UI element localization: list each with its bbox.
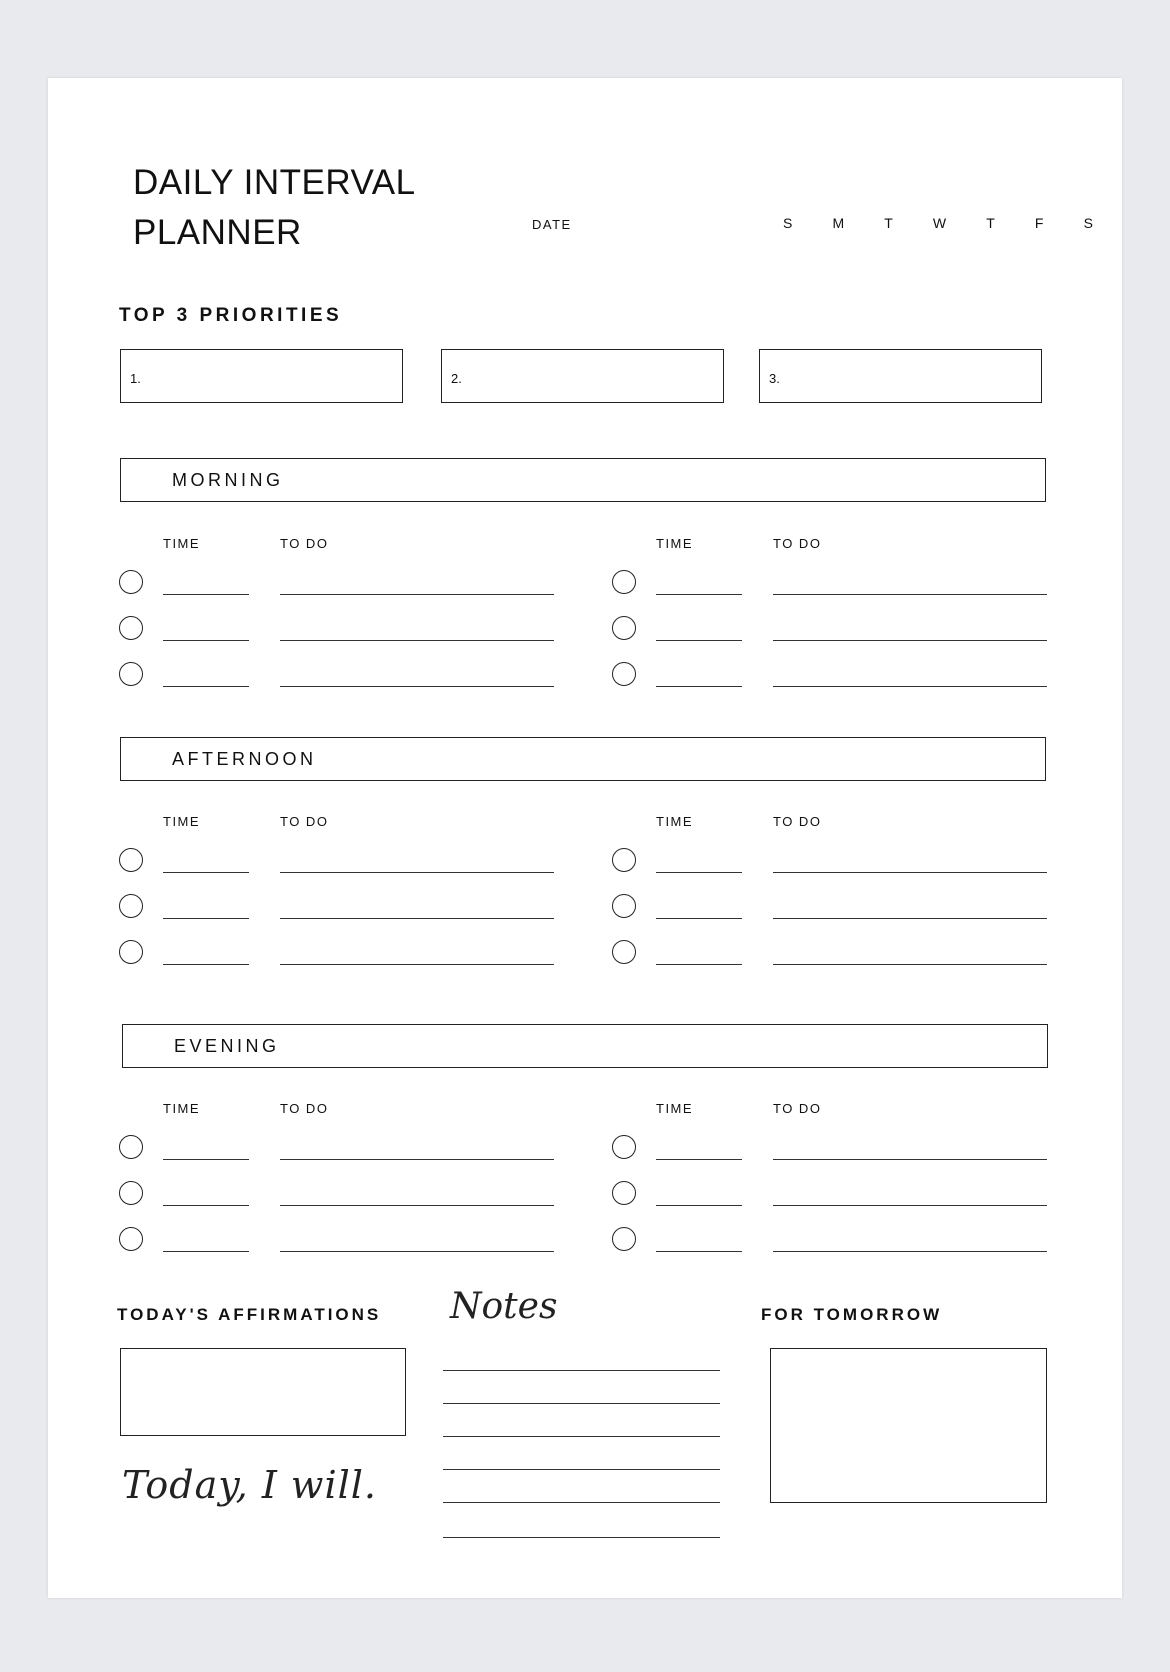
priority-number: 3. <box>769 371 780 386</box>
time-column-label: TIME <box>163 536 201 551</box>
section-band-evening <box>122 1024 1048 1068</box>
task-checkbox[interactable] <box>612 848 636 872</box>
todo-line[interactable] <box>773 918 1047 919</box>
tomorrow-heading: FOR TOMORROW <box>761 1305 943 1324</box>
notes-line[interactable] <box>443 1403 720 1404</box>
todo-line[interactable] <box>773 686 1047 687</box>
notes-line[interactable] <box>443 1370 720 1371</box>
section-band-afternoon <box>120 737 1046 781</box>
todo-line[interactable] <box>280 686 554 687</box>
task-checkbox[interactable] <box>119 570 143 594</box>
todo-column-label: TO DO <box>280 814 329 829</box>
todo-column-label: TO DO <box>280 536 329 551</box>
task-checkbox[interactable] <box>612 570 636 594</box>
day-wednesday[interactable]: W <box>932 215 947 231</box>
time-line[interactable] <box>656 872 742 873</box>
title-line-1: DAILY INTERVAL <box>133 163 416 202</box>
time-column-label: TIME <box>163 814 201 829</box>
day-monday[interactable]: M <box>832 215 845 231</box>
page-title <box>133 158 416 258</box>
section-title: AFTERNOON <box>172 749 317 769</box>
todo-line[interactable] <box>280 964 554 965</box>
time-column-label: TIME <box>163 1101 201 1116</box>
priorities-heading: TOP 3 PRIORITIES <box>119 305 343 326</box>
weekday-selector <box>783 215 1093 231</box>
todo-column-label: TO DO <box>773 1101 822 1116</box>
todo-column-label: TO DO <box>280 1101 329 1116</box>
time-column-label: TIME <box>656 536 694 551</box>
tomorrow-box[interactable] <box>770 1348 1047 1503</box>
time-column-label: TIME <box>656 814 694 829</box>
time-line[interactable] <box>163 964 249 965</box>
task-checkbox[interactable] <box>119 940 143 964</box>
todo-line[interactable] <box>773 1205 1047 1206</box>
affirmations-heading: TODAY'S AFFIRMATIONS <box>117 1305 382 1324</box>
todo-line[interactable] <box>773 872 1047 873</box>
priority-number: 1. <box>130 371 141 386</box>
task-checkbox[interactable] <box>119 662 143 686</box>
task-checkbox[interactable] <box>119 1135 143 1159</box>
task-checkbox[interactable] <box>612 1227 636 1251</box>
date-label: DATE <box>532 217 572 232</box>
priority-number: 2. <box>451 371 462 386</box>
notes-script-title: Notes <box>450 1286 558 1327</box>
todo-line[interactable] <box>280 918 554 919</box>
section-band-morning <box>120 458 1046 502</box>
day-tuesday[interactable]: T <box>884 215 893 231</box>
task-checkbox[interactable] <box>612 940 636 964</box>
title-line-2: PLANNER <box>133 213 302 252</box>
time-line[interactable] <box>163 1251 249 1252</box>
day-saturday[interactable]: S <box>1083 215 1093 231</box>
day-sunday[interactable]: S <box>783 215 793 231</box>
task-checkbox[interactable] <box>612 616 636 640</box>
affirmations-box[interactable] <box>120 1348 406 1436</box>
task-checkbox[interactable] <box>119 1181 143 1205</box>
task-checkbox[interactable] <box>119 616 143 640</box>
priority-box-3[interactable] <box>759 349 1042 403</box>
section-title: EVENING <box>174 1036 280 1056</box>
time-line[interactable] <box>163 686 249 687</box>
section-title: MORNING <box>172 470 284 490</box>
planner-page <box>48 78 1122 1598</box>
time-line[interactable] <box>163 872 249 873</box>
time-line[interactable] <box>656 594 742 595</box>
time-line[interactable] <box>656 686 742 687</box>
notes-line[interactable] <box>443 1469 720 1470</box>
todo-line[interactable] <box>280 1159 554 1160</box>
priority-box-2[interactable] <box>441 349 724 403</box>
time-line[interactable] <box>656 640 742 641</box>
notes-line[interactable] <box>443 1436 720 1437</box>
day-friday[interactable]: F <box>1034 215 1044 231</box>
todo-column-label: TO DO <box>773 536 822 551</box>
time-line[interactable] <box>656 1251 742 1252</box>
time-line[interactable] <box>163 918 249 919</box>
task-checkbox[interactable] <box>119 848 143 872</box>
task-checkbox[interactable] <box>612 662 636 686</box>
todo-line[interactable] <box>280 594 554 595</box>
todo-line[interactable] <box>773 1251 1047 1252</box>
priority-box-1[interactable] <box>120 349 403 403</box>
task-checkbox[interactable] <box>612 1181 636 1205</box>
time-line[interactable] <box>163 1159 249 1160</box>
affirmation-script: Today, I will. <box>122 1463 377 1507</box>
time-line[interactable] <box>656 918 742 919</box>
todo-line[interactable] <box>773 1159 1047 1160</box>
time-line[interactable] <box>163 594 249 595</box>
day-thursday[interactable]: T <box>986 215 995 231</box>
task-checkbox[interactable] <box>612 894 636 918</box>
time-line[interactable] <box>656 1205 742 1206</box>
todo-line[interactable] <box>280 872 554 873</box>
task-checkbox[interactable] <box>119 894 143 918</box>
notes-line[interactable] <box>443 1537 720 1538</box>
time-line[interactable] <box>163 1205 249 1206</box>
task-checkbox[interactable] <box>612 1135 636 1159</box>
todo-line[interactable] <box>280 1205 554 1206</box>
time-column-label: TIME <box>656 1101 694 1116</box>
todo-line[interactable] <box>773 640 1047 641</box>
task-checkbox[interactable] <box>119 1227 143 1251</box>
todo-line[interactable] <box>280 1251 554 1252</box>
time-line[interactable] <box>656 964 742 965</box>
todo-line[interactable] <box>773 594 1047 595</box>
notes-line[interactable] <box>443 1502 720 1503</box>
todo-line[interactable] <box>280 640 554 641</box>
time-line[interactable] <box>163 640 249 641</box>
todo-line[interactable] <box>773 964 1047 965</box>
time-line[interactable] <box>656 1159 742 1160</box>
todo-column-label: TO DO <box>773 814 822 829</box>
